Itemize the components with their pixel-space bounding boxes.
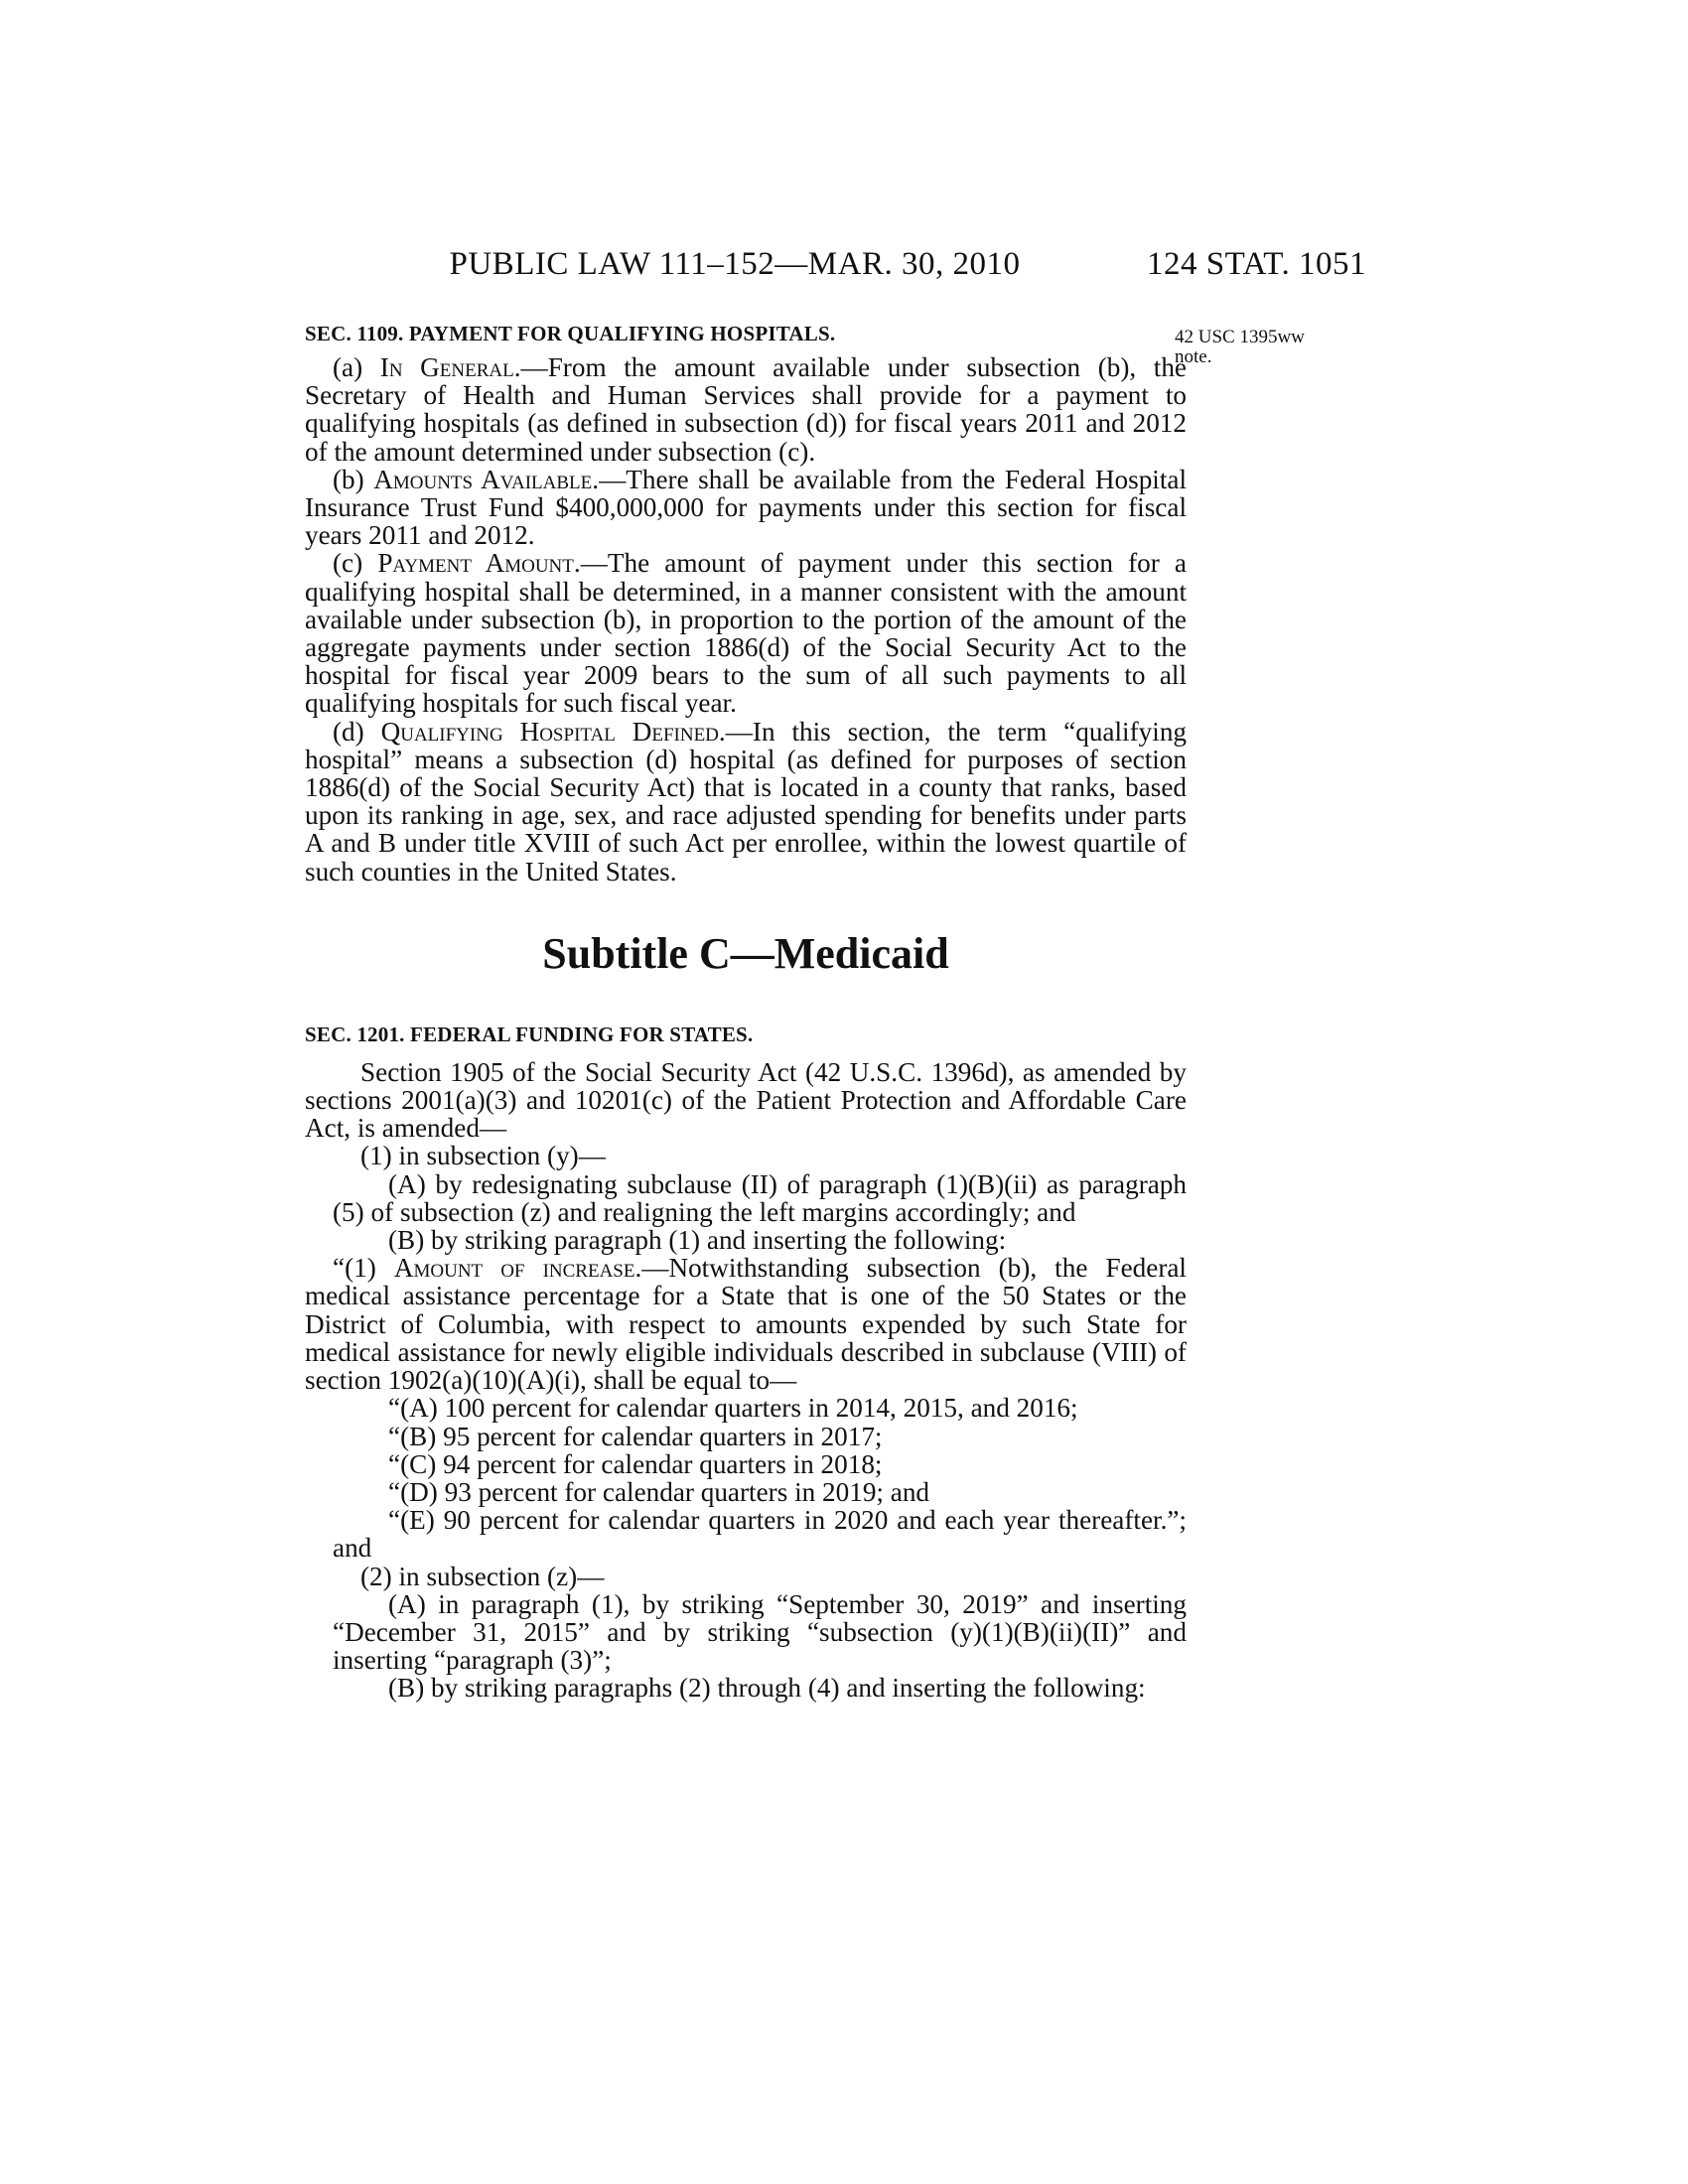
subsection-d	[305, 718, 1187, 886]
paragraph-2-B: (B) by striking paragraphs (2) through (4) and inserting the following:	[388, 1673, 1146, 1704]
subsection-c-label: (c)	[333, 548, 378, 579]
subsection-b-text: .—There shall be available from the Federal Hospital Insurance Trust Fund $400,000,000 for payments under this section for fiscal years 2011 and 2012.	[305, 464, 1188, 551]
section-1201-intro: Section 1905 of the Social Security Act (42 U.S.C. 1396d), as amended by sections 2001(a)(3) and 10201(c) of the Patient Protection and Affordable Care Act, is amended—	[305, 1056, 1187, 1144]
subtitle-heading: Subtitle C—Medicaid	[542, 928, 949, 978]
subsection-b	[305, 466, 1187, 550]
body-text	[305, 320, 1187, 1703]
subsection-b-label: (b)	[333, 464, 374, 494]
paragraph-1: (1) in subsection (y)—	[360, 1141, 606, 1171]
paragraph-2: (2) in subsection (z)—	[360, 1561, 605, 1591]
quoted-subparagraph-C: “(C) 94 percent for calendar quarters in 2018;	[388, 1448, 883, 1479]
statute-citation: 124 STAT. 1051	[1147, 246, 1367, 282]
subsection-a	[305, 353, 1187, 466]
section-1201-heading: SEC. 1201. FEDERAL FUNDING FOR STATES.	[305, 1022, 754, 1046]
quoted-subparagraph-E: “(E) 90 percent for calendar quarters in 2020 and each year thereafter.”; and	[333, 1505, 1187, 1564]
running-title: PUBLIC LAW 111–152—MAR. 30, 2010	[449, 246, 1021, 282]
subsection-a-caption: In General	[379, 352, 514, 382]
quoted-subparagraph-D: “(D) 93 percent for calendar quarters in 2019; and	[388, 1476, 930, 1507]
page-header	[0, 246, 1688, 286]
quoted-subparagraph-A: “(A) 100 percent for calendar quarters in 2014, 2015, and 2016;	[388, 1393, 1078, 1424]
section-1109-heading: SEC. 1109. PAYMENT FOR QUALIFYING HOSPITALS.	[305, 322, 836, 345]
quoted-paragraph-1-text: .—Notwithstanding subsection (b), the Federal medical assistance percentage for a State that is one of the 50 States or the District of Columbia, with respect to amounts expended by such State for medical assistance for newly eligible individuals described in subclause (VIII) of section 1902(a)(10)(A)(i), shall be equal to—	[305, 1253, 1187, 1396]
subsection-c	[305, 549, 1187, 717]
quoted-paragraph-1	[305, 1254, 1187, 1394]
quoted-subparagraph-B: “(B) 95 percent for calendar quarters in 2017;	[388, 1421, 883, 1451]
subsection-d-text: .—In this section, the term “qualifying hospital” means a subsection (d) hospital (as defined for purposes of section 1886(d) of the Social Security Act) that is located in a county that ranks, based upon its ranking in age, sex, and race adjusted spending for benefits under parts A and B under title XVIII of such Act per enrollee, within the lowest quartile of such counties in the United States.	[305, 716, 1187, 887]
paragraph-1-B: (B) by striking paragraph (1) and inserting the following:	[388, 1225, 1007, 1256]
subsection-c-caption: Payment Amount	[377, 548, 574, 579]
subsection-c-text: .—The amount of payment under this section for a qualifying hospital shall be determined, in a manner consistent with the amount available under subsection (b), in proportion to the portion of the amount of the aggregate payments under section 1886(d) of the Social Security Act to the hospital for fiscal year 2009 bears to the sum of all such payments to all qualifying hospitals for such fiscal year.	[305, 548, 1187, 719]
subsection-a-text: .—From the amount available under subsection (b), the Secretary of Health and Human Services shall provide for a payment to qualifying hospitals (as defined in subsection (d)) for fiscal years 2011 and 2012 of the amount determined under subsection (c).	[305, 352, 1187, 467]
margin-note	[1175, 328, 1373, 367]
margin-note-suffix: note.	[1175, 346, 1212, 367]
subsection-d-label: (d)	[333, 716, 381, 747]
paragraph-2-A: (A) in paragraph (1), by striking “September 30, 2019” and inserting “December 31, 2015” and by striking “subsection (y)(1)(B)(ii)(II)” and inserting “paragraph (3)”;	[333, 1588, 1187, 1676]
subsection-a-label: (a)	[333, 352, 380, 382]
paragraph-1-A: (A) by redesignating subclause (II) of paragraph (1)(B)(ii) as paragraph (5) of subsection (z) and realigning the left margins accordingly; and	[333, 1168, 1187, 1227]
quoted-paragraph-1-caption: Amount of increase	[393, 1253, 635, 1284]
quoted-paragraph-1-label: “(1)	[333, 1253, 394, 1284]
subsection-d-caption: Qualifying Hospital Defined	[380, 716, 719, 747]
margin-note-citation: 42 USC 1395ww	[1175, 327, 1305, 347]
subsection-b-caption: Amounts Available	[373, 464, 593, 494]
